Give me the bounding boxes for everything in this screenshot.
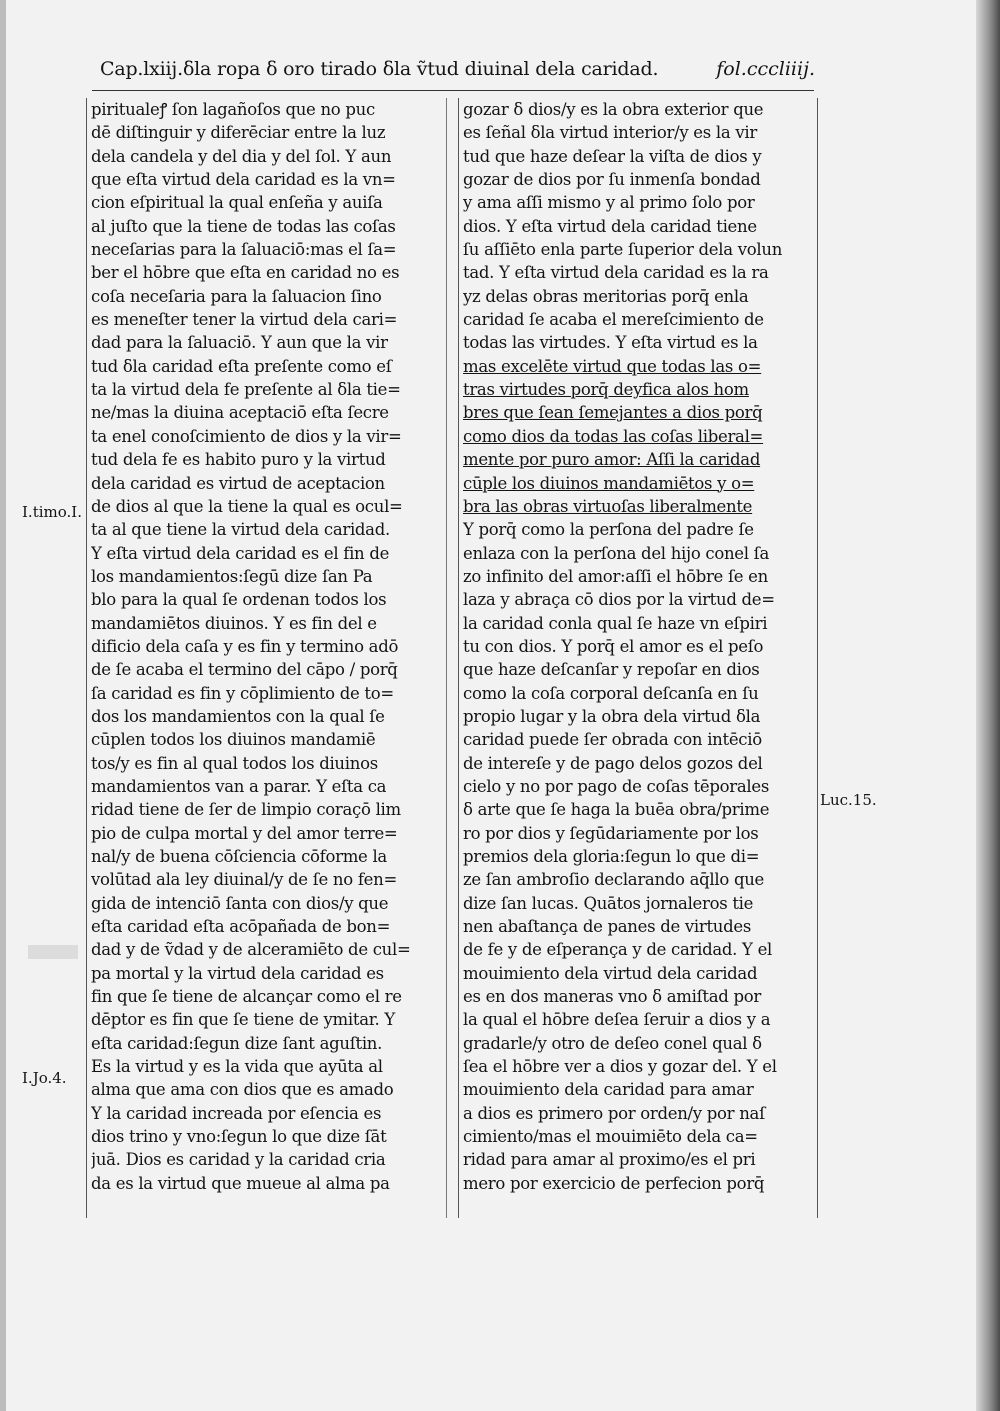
text-line: de dios al que la tiene la qual es ocul= [91,496,403,516]
text-line: neceſarias para la ſaluaciō:mas el ſa= [91,240,397,260]
text-line: bra las obras virtuoſas liberalmente [463,496,753,516]
text-line: nal/y de buena cōſciencia cōforme la [91,847,387,866]
text-line: Es la virtud y es la vida que ayūta al [91,1057,383,1077]
text-line: ze ſan ambroſio declarando aq̄llo que [463,870,765,890]
text-line: zo infinito del amor:aſſi el hōbre ſe en [463,566,768,586]
text-line: ridad tiene de ſer de limpio coraçō lim [91,800,401,820]
text-line: pio de culpa mortal y del amor terre= [91,823,398,843]
text-line: dificio dela caſa y es fin y termino adō [91,636,399,656]
text-line: es en dos maneras vno δ amiſtad por [463,987,761,1007]
text-line: de fe y de eſperança y de caridad. Y el [463,940,773,960]
text-line: dela caridad es virtud de aceptacion [91,473,385,493]
text-line: dad para la ſaluaciō. Y aun que la vir [91,333,388,353]
text-line: propio lugar y la obra dela virtud δla [463,706,761,726]
text-line: mandamientos van a parar. Y eſta ca [91,776,387,796]
text-line: y ama aſſi mismo y al primo ſolo por [463,193,755,213]
text-line: da es la virtud que mueue al alma pa [91,1173,390,1193]
text-line: yz delas obras meritorias porq̄ enla [463,286,749,306]
text-line: ro por dios y ſegūdariamente por los [463,823,759,843]
text-line: ber el hōbre que eſta en caridad no es [91,263,400,283]
text-line: tud dela fe es habito puro y la virtud [91,450,386,470]
text-line: de intereſe y de pago delos gozos del [463,753,763,773]
text-line: tos/y es fin al qual todos los diuinos [91,753,378,773]
text-line: cielo y no por pago de coſas tēporales [463,776,770,796]
margin-note-luke: Luc.15. [820,791,877,809]
text-line: dēptor es fin que ſe tiene de ymitar. Y [91,1010,395,1030]
text-line: cūplen todos los diuinos mandamiē [91,730,376,750]
text-line: Y porq̄ como la perſona del padre ſe [463,520,754,540]
text-line: bres que ſean ſemejantes a dios porq̄ [463,403,763,423]
text-line: dios. Y eſta virtud dela caridad tiene [463,216,757,236]
text-line: dios trino y vno:ſegun lo que dize ſāt [91,1127,387,1147]
text-line: piritualeꝭ ſon lagañoſos que no puc [91,100,375,119]
text-line: al juſto que la tiene de todas las coſas [91,216,396,236]
text-line: tras virtudes porq̄ deyfica alos hom [463,380,749,400]
text-line: dad y de ṽdad y de alceramiēto de cul= [91,940,411,960]
text-line: Y eſta virtud dela caridad es el fin de [91,543,390,563]
text-line: tad. Y eſta virtud dela caridad es la ra [463,263,769,283]
text-line: caridad ſe acaba el mereſcimiento de [463,310,764,330]
text-line: pa mortal y la virtud dela caridad es [91,963,384,983]
text-line: cimiento/mas el mouimiēto dela ca= [463,1127,758,1147]
text-line: ta al que tiene la virtud dela caridad. [91,520,390,540]
text-line: gozar δ dios/y es la obra exterior que [463,100,764,119]
text-line: dela candela y del dia y del ſol. Y aun [91,146,392,166]
text-line: tu con dios. Y porq̄ el amor es el peſo [463,636,764,656]
chapter-title: Cap.lxiij.δla ropa δ oro tirado δla ṽtud diuinal dela caridad. [100,58,659,80]
text-line: Y la caridad increada por eſencia es [91,1103,382,1123]
text-line: dē diſtinguir y diferēciar entre la luz [91,123,386,143]
text-line: como la coſa corporal deſcanſa en ſu [463,683,759,703]
text-line: que eſta virtud dela caridad es la vn= [91,170,396,190]
text-line: eſta caridad eſta acōpañada de bon= [91,917,391,937]
text-line: a dios es primero por orden/y por naſ [463,1103,765,1123]
text-line: la qual el hōbre deſea ſeruir a dios y a [463,1010,771,1030]
text-line: es ſeñal δla virtud interior/y es la vir [463,123,757,143]
text-line: que haze deſcanſar y repoſar en dios [463,660,760,680]
text-line: mouimiento dela caridad para amar [463,1080,754,1100]
column-divider [446,98,447,1218]
text-line: mouimiento dela virtud dela caridad [463,963,758,983]
text-line: dos los mandamientos con la qual ſe [91,706,385,726]
margin-note-john: I.Jo.4. [22,1069,67,1087]
text-line: juā. Dios es caridad y la caridad cria [91,1150,386,1170]
text-line: volūtad ala ley diuinal/y de ſe no fen= [91,870,397,890]
text-line: nen abaſtança de panes de virtudes [463,917,752,937]
margin-note-timothy: I.timo.I. [22,503,82,521]
text-line: ta la virtud dela fe preſente al δla tie= [91,380,401,400]
text-line: tud que haze deſear la viſta de dios y [463,146,762,166]
text-line: todas las virtudes. Y eſta virtud es la [463,333,758,353]
text-line: ridad para amar al proximo/es el pri [463,1150,756,1170]
text-line: ne/mas la diuina aceptaciō eſta ſecre [91,403,389,423]
left-text-column [86,98,445,1218]
text-line: caridad puede ſer obrada con intēciō [463,730,762,750]
text-line: mandamiētos diuinos. Y es fin del e [91,613,377,633]
text-line: enlaza con la perſona del hijo conel ſa [463,543,770,563]
text-line: mas excelēte virtud que todas las o= [463,356,762,376]
text-line: fin que ſe tiene de alcançar como el re [91,987,402,1007]
text-line: los mandamientos:ſegū dize ſan Pa [91,566,373,586]
text-line: como dios da todas las coſas liberal= [463,426,764,446]
page-edge-shadow [976,0,1000,1411]
text-line: dize ſan lucas. Quātos jornaleros tie [463,893,754,913]
text-line: es meneſter tener la virtud dela cari= [91,310,398,330]
text-line: alma que ama con dios que es amado [91,1080,394,1100]
faded-margin-note [28,945,78,959]
text-line: cion eſpiritual la qual enſeña y auiſa [91,193,383,213]
text-line: la caridad conla qual ſe haze vn eſpiri [463,613,768,633]
text-line: cūple los diuinos mandamiētos y o= [463,473,755,493]
text-line: ſa caridad es fin y cōplimiento de to= [91,683,394,703]
text-line: laza y abraça cō dios por la virtud de= [463,590,775,610]
text-line: ſea el hōbre ver a dios y gozar del. Y el [463,1057,777,1077]
right-text-column [458,98,818,1218]
text-line: premios dela gloria:ſegun lo que di= [463,847,760,866]
text-line: ta enel conoſcimiento de dios y la vir= [91,426,402,446]
text-line: ſu aſſiēto enla parte ſuperior dela volun [463,240,783,260]
text-line: de ſe acaba el termino del cāpo / porq̄ [91,660,398,680]
running-header [100,58,815,88]
text-line: blo para la qual ſe ordenan todos los [91,590,387,610]
text-line: coſa neceſaria para la ſaluacion ſino [91,286,382,306]
text-line: eſta caridad:ſegun dize ſant aguſtin. [91,1033,383,1053]
folio-number: fol.cccliiij. [716,58,815,80]
header-rule [92,90,814,91]
text-line: gradarle/y otro de deſeo conel qual δ [463,1033,762,1053]
text-line: mero por exercicio de perfecion porq̄ [463,1173,765,1193]
text-line: gida de intenciō ſanta con dios/y que [91,893,389,913]
text-line: tud δla caridad eſta preſente como eſ [91,356,392,376]
text-line: gozar de dios por ſu inmenſa bondad [463,170,761,190]
text-line: δ arte que ſe haga la buēa obra/prime [463,800,770,820]
text-line: mente por puro amor: Aſſi la caridad [463,450,761,470]
